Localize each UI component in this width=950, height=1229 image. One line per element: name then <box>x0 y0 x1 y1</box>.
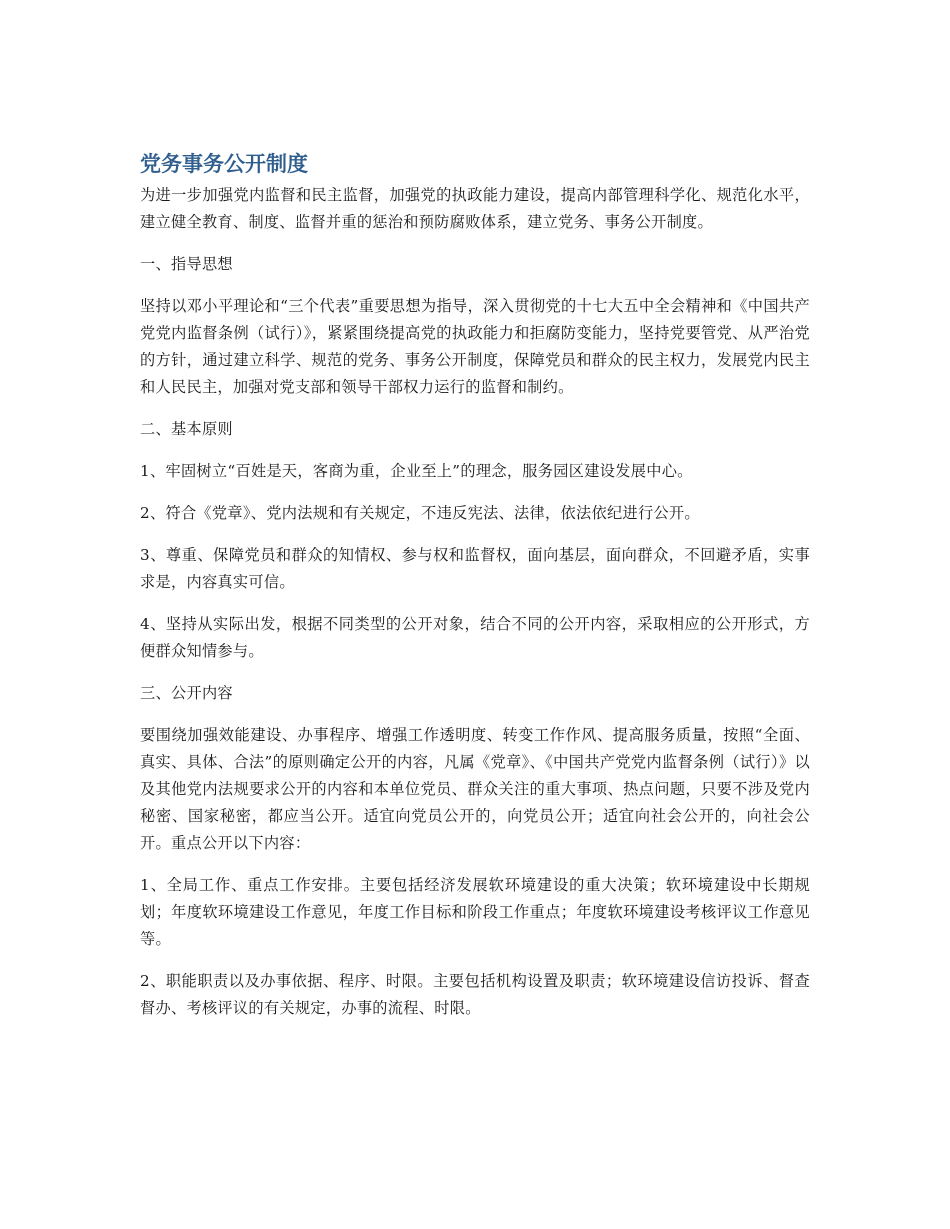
principle-item: 3、尊重、保障党员和群众的知情权、参与权和监督权，面向基层，面向群众，不回避矛盾，实事求是，内容真实可信。 <box>140 546 810 591</box>
intro-paragraph: 为进一步加强党内监督和民主监督，加强党的执政能力建设，提高内部管理科学化、规范化水平，建立健全教育、制度、监督并重的惩治和预防腐败体系，建立党务、事务公开制度。 <box>140 186 810 231</box>
principle-item: 4、坚持从实际出发，根据不同类型的公开对象，结合不同的公开内容，采取相应的公开形式，方便群众知情参与。 <box>140 615 810 660</box>
principle-item: 2、符合《党章》、党内法规和有关规定，不违反宪法、法律，依法依纪进行公开。 <box>140 504 700 522</box>
section-body-guiding-ideology: 坚持以邓小平理论和“三个代表”重要思想为指导，深入贯彻党的十七大五中全会精神和《中国共产党党内监督条例（试行）》，紧紧围绕提高党的执政能力和拒腐防变能力，坚持党要管党、从严治党的方针，通过建立科学、规范的党务、事务公开制度，保障党员和群众的民主权力，发展党内民主和人民民主，加强对党支部和领导干部权力运行的监督和制约。 <box>140 297 810 396</box>
principle-item: 1、牢固树立“百姓是天，客商为重，企业至上”的理念，服务园区建设发展中心。 <box>140 462 693 480</box>
document-page <box>140 148 810 1037</box>
document-title: 党务事务公开制度 <box>140 152 308 176</box>
content-item: 2、职能职责以及办事依据、程序、时限。主要包括机构设置及职责；软环境建设信访投诉、督查督办、考核评议的有关规定，办事的流程、时限。 <box>140 972 810 1017</box>
section-heading-public-content: 三、公开内容 <box>140 684 233 702</box>
section-body-public-content: 要围绕加强效能建设、办事程序、增强工作透明度、转变工作作风、提高服务质量，按照“全面、真实、具体、合法”的原则确定公开的内容，凡属《党章》、《中国共产党党内监督条例（试行）》以及其他党内法规要求公开的内容和本单位党员、群众关注的重大事项、热点问题，只要不涉及党内秘密、国家秘密，都应当公开。适宜向党员公开的，向党员公开；适宜向社会公开的，向社会公开。重点公开以下内容： <box>140 726 810 852</box>
content-item: 1、全局工作、重点工作安排。主要包括经济发展软环境建设的重大决策；软环境建设中长期规划；年度软环境建设工作意见，年度工作目标和阶段工作重点；年度软环境建设考核评议工作意见等。 <box>140 876 810 948</box>
section-heading-guiding-ideology: 一、指导思想 <box>140 255 233 273</box>
section-heading-basic-principles: 二、基本原则 <box>140 420 233 438</box>
